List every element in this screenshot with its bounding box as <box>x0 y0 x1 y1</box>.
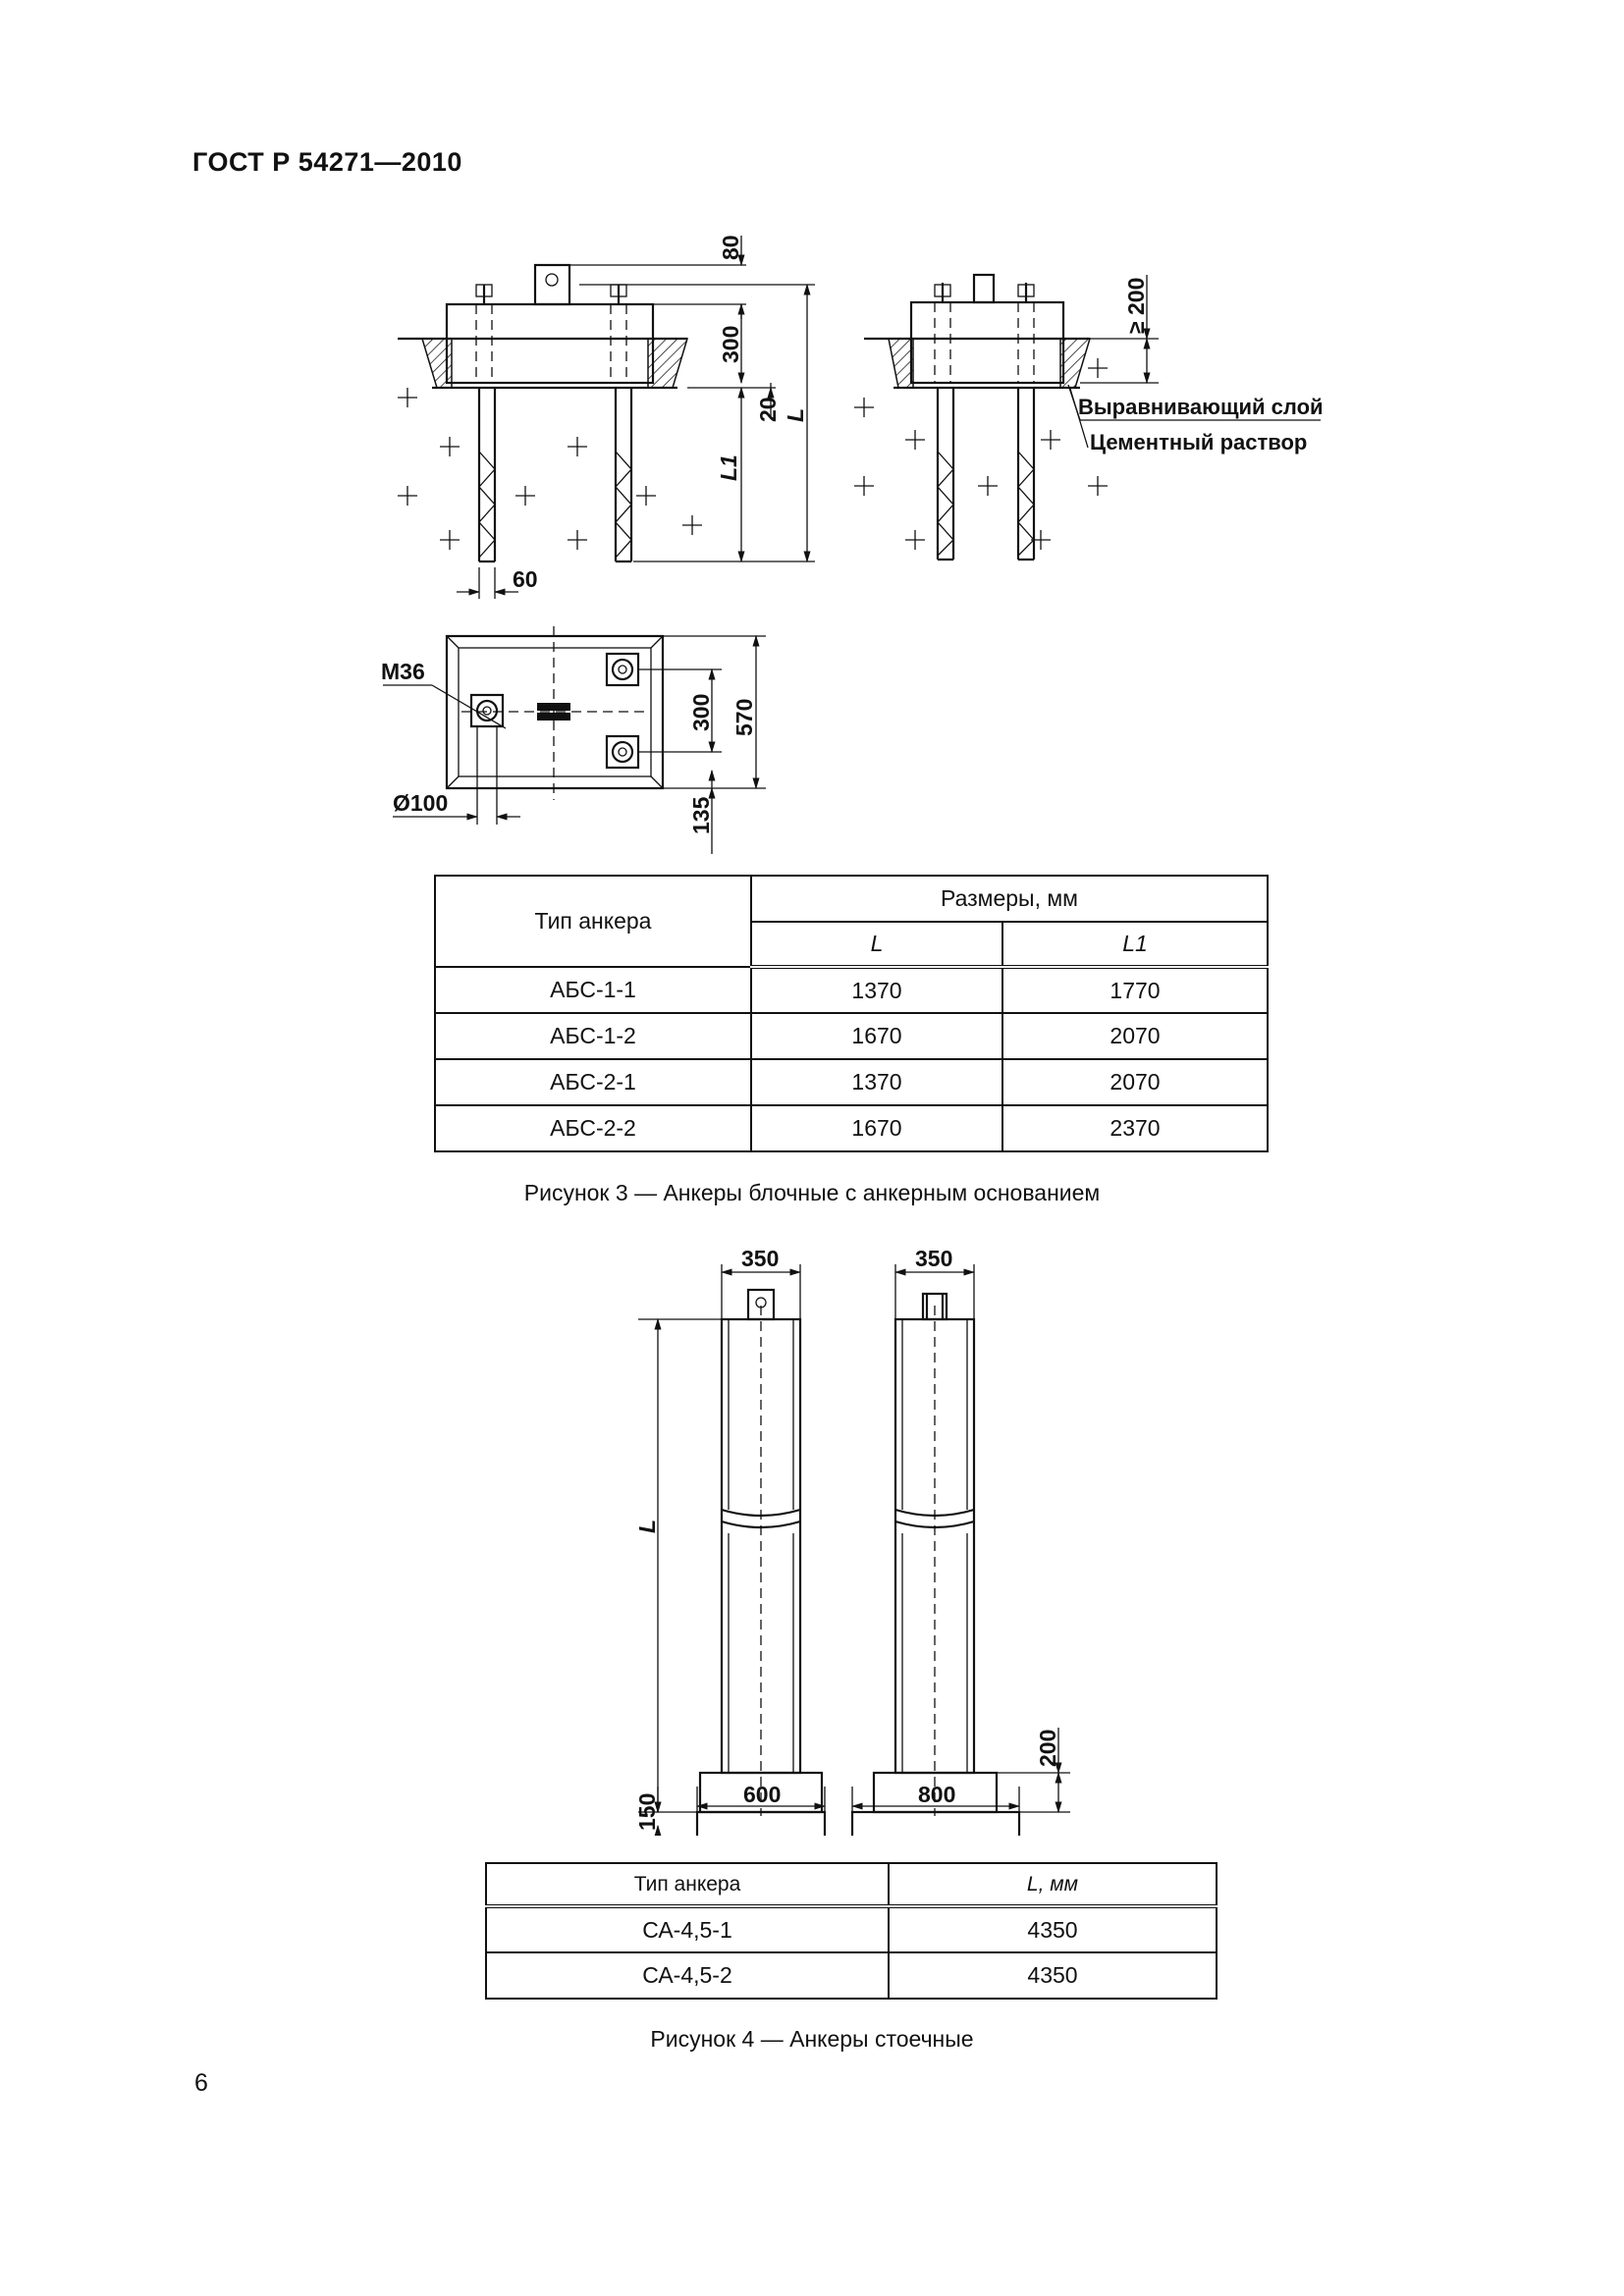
table-row <box>486 1952 1217 1999</box>
pole-anchor-left <box>697 1290 825 1836</box>
table-row <box>435 967 1268 1013</box>
label-570: 570 <box>731 698 757 736</box>
plan-view <box>381 626 766 854</box>
label-300-plan: 300 <box>688 693 714 731</box>
table-row <box>435 1013 1268 1059</box>
label-350-left: 350 <box>741 1246 780 1271</box>
label-L: L <box>634 1519 660 1533</box>
col-header-L1: L1 <box>1002 922 1268 967</box>
anchor-dimensions-table <box>434 875 1269 1152</box>
cell-L: 1670 <box>751 1013 1002 1059</box>
cell-L1: 2070 <box>1002 1059 1268 1105</box>
col-header-L <box>889 1863 1217 1906</box>
label-800: 800 <box>918 1782 956 1807</box>
table-row <box>435 1105 1268 1151</box>
label-dim-L: L <box>783 407 808 422</box>
cell-type: АБС-1-1 <box>435 967 751 1013</box>
pole-anchor-right <box>852 1294 1019 1836</box>
figure4-drawing <box>0 1237 1624 1836</box>
cell-type: АБС-2-1 <box>435 1059 751 1105</box>
left-elevation-view <box>398 235 815 599</box>
right-elevation-view <box>854 275 1324 560</box>
cell-L1: 2370 <box>1002 1105 1268 1151</box>
cell-type: АБС-2-2 <box>435 1105 751 1151</box>
label-m36: M36 <box>381 659 425 684</box>
note-leveling-layer: Выравнивающий слой <box>1078 395 1324 419</box>
label-135: 135 <box>688 796 714 834</box>
figure3-caption: Рисунок 3 — Анкеры блочные с анкерным основанием <box>523 1180 1101 1205</box>
cell-L1: 1770 <box>1002 967 1268 1013</box>
col-header-anchor-type: Тип анкера <box>486 1863 889 1906</box>
cell-L1: 2070 <box>1002 1013 1268 1059</box>
label-dim-ge200: ≥ 200 <box>1123 277 1149 334</box>
label-dim-L1: L1 <box>716 454 741 481</box>
cell-L: 4350 <box>889 1906 1217 1952</box>
pole-anchor-table <box>485 1862 1218 2000</box>
figure4-caption: Рисунок 4 — Анкеры стоечные <box>650 2026 974 2052</box>
label-d100: Ø100 <box>393 790 449 816</box>
cell-L: 1370 <box>751 1059 1002 1105</box>
note-cement-mortar: Цементный раствор <box>1090 430 1308 454</box>
cell-L: 1670 <box>751 1105 1002 1151</box>
cell-L: 4350 <box>889 1952 1217 1999</box>
col-header-L: L <box>751 922 1002 967</box>
label-dim-20: 20 <box>755 397 781 422</box>
label-600: 600 <box>743 1782 782 1807</box>
label-200: 200 <box>1035 1729 1060 1767</box>
label-dim-60: 60 <box>513 566 538 592</box>
table-row <box>435 1059 1268 1105</box>
cell-type: СА-4,5-1 <box>486 1906 889 1952</box>
label-dim-80: 80 <box>718 235 743 260</box>
table-row <box>486 1906 1217 1952</box>
cell-type: СА-4,5-2 <box>486 1952 889 1999</box>
label-350-right: 350 <box>915 1246 953 1271</box>
document-header: ГОСТ Р 54271—2010 <box>192 147 462 177</box>
cell-type: АБС-1-2 <box>435 1013 751 1059</box>
label-dim-300: 300 <box>718 325 743 363</box>
page-number: 6 <box>194 2069 208 2097</box>
figure4-base-dimensions <box>0 1767 1624 1836</box>
col-header-L-text: L, мм <box>1026 1872 1079 1896</box>
col-header-sizes: Размеры, мм <box>751 876 1268 922</box>
label-150: 150 <box>634 1792 660 1831</box>
col-header-anchor-type: Тип анкера <box>435 876 751 967</box>
cell-L: 1370 <box>751 967 1002 1013</box>
